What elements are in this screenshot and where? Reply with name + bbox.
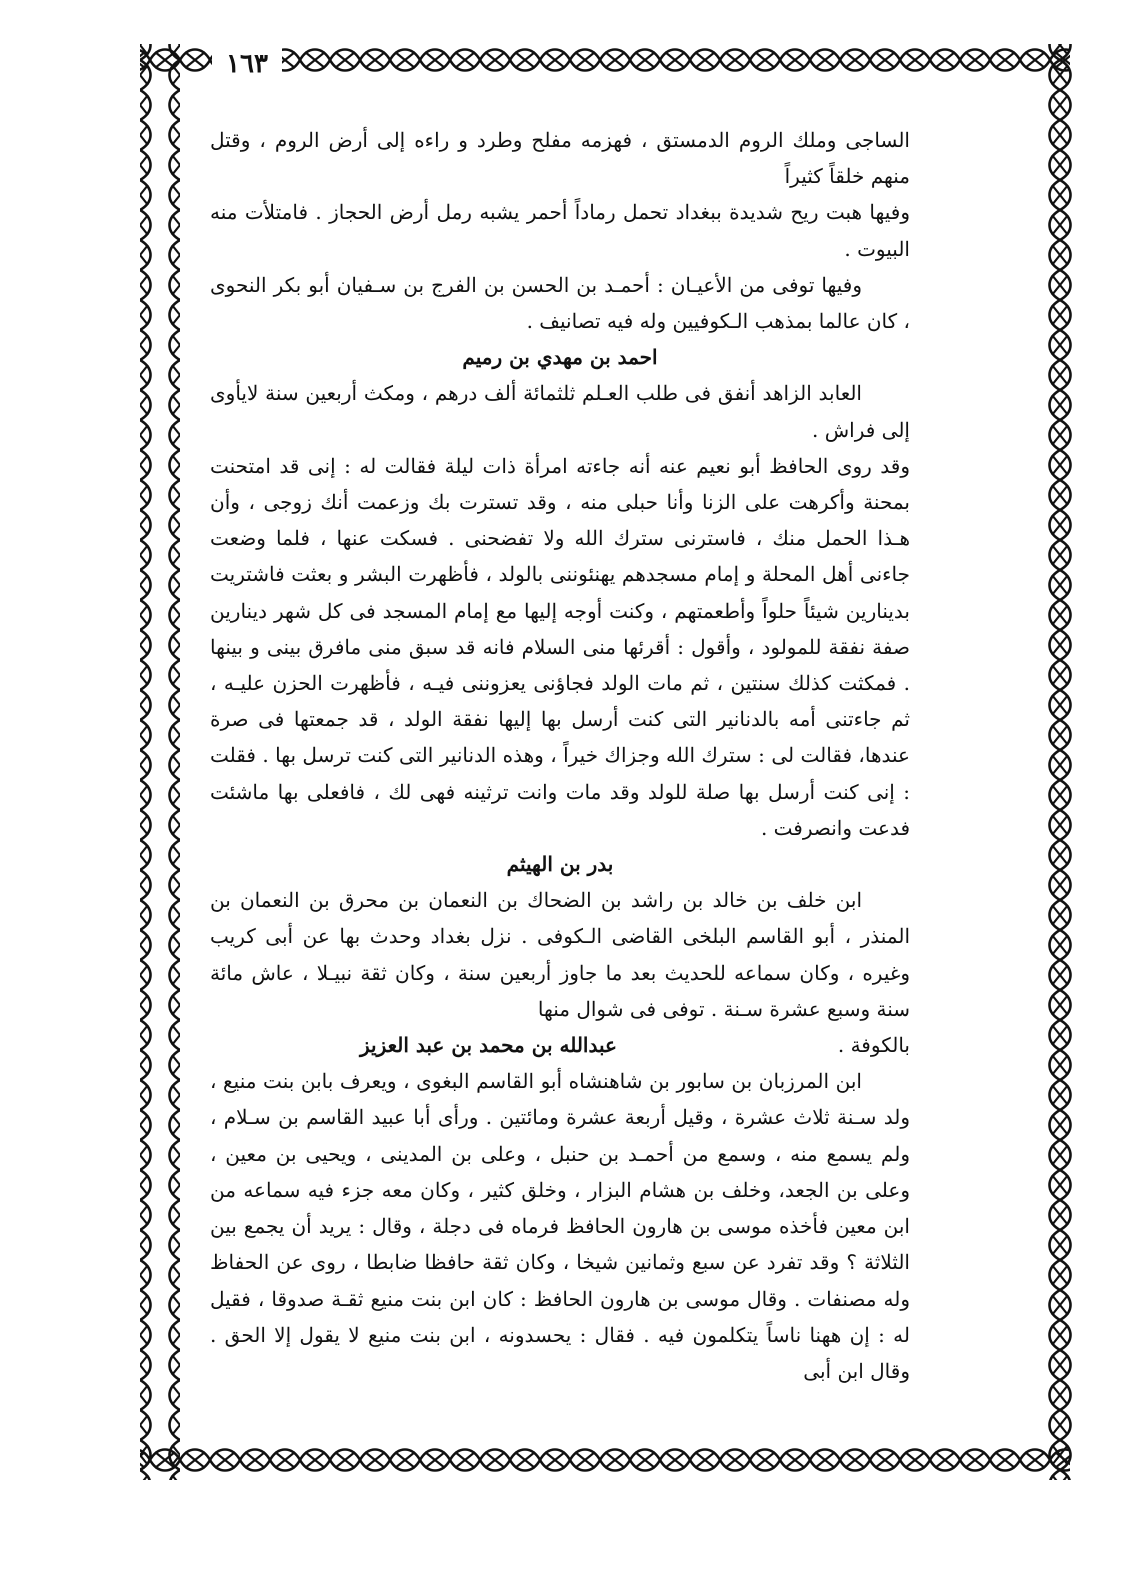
section-heading: احمد بن مهدي بن رميم xyxy=(462,345,658,370)
paragraph: العابد الزاهد أنفق فى طلب العـلم ثلثمائة ألف درهم ، ومكث أربعين سنة لايأوى إلى فراش . xyxy=(210,381,910,442)
section-heading: بدر بن الهيثم xyxy=(506,852,614,877)
border-left xyxy=(140,44,180,1480)
paragraph: وفيها توفى من الأعيـان : أحمـد بن الحسن بن الفرج بن سـفيان أبو بكر النحوى ، كان عالما بمذهب الـكوفيين وله فيه تصانيف . xyxy=(210,272,910,334)
paragraph: وقد روى الحافظ أبو نعيم عنه أنه جاءته امرأة ذات ليلة فقالت له : إنى قد امتحنت بمحنة وأكرهت على الزنا وأنا حبلى منه ، وقد تسترت بك وزعمت أنك زوجى ، وأن هـذا الحمل منك ، فاسترنى سترك الله ولا تفضحنى . فسكت عنها ، فلما وضعت جاءنى أهل المحلة و إمام مسجدهم يهنئوننى بالولد ، فأظهرت البشر و بعثت فاشتريت بدينارين شيئاً حلواً وأطعمتهم ، وكنت أوجه إليها مع إمام المسجد فى كل شهر دينارين صفة نفقة للمولود ، وأقول : أقرئها منى السلام فانه قد سبق منى مافرق بينى و بينها . فمكثت كذلك سنتين ، ثم مات الولد فجاؤنى يعزوننى فيـه ، فأظهرت الحزن عليـه ، ثم جاءتنى أمه بالدنانير التى كنت أرسل بها إليها نفقة الولد ، قد جمعتها فى صرة عندها، فقالت لى : سترك الله وجزاك خيراً ، وهذه الدنانير التى كنت ترسل بها . فقلت : إنى كنت أرسل بها صلة للولد وقد مات وانت ترثينه فهى لك ، فافعلى بها ماشئت فدعت وانصرفت . xyxy=(210,453,910,840)
paragraph-end: بالكوفة . xyxy=(837,1033,910,1058)
paragraph: الساجى وملك الروم الدمستق ، فهزمه مفلح وطرد و راءه إلى أرض الروم ، وقتل منهم خلقاً كثيراً xyxy=(210,128,910,189)
section-heading: عبدالله بن محمد بن عبد العزيز xyxy=(360,1033,617,1058)
paragraph: ابن خلف بن خالد بن راشد بن الضحاك بن النعمان بن محرق بن النعمان بن المنذر ، أبو القاسم البلخى القاضى الـكوفى . نزل بغداد وحدث بها عن أبى كريب وغيره ، وكان سماعه للحديث بعد ما جاوز أربعين سنة ، وكان ثقة نبيـلا ، عاش مائة سنة وسبع عشرة سـنة . توفى فى شوال منها xyxy=(210,888,910,1021)
page-number: ١٦٣ xyxy=(212,45,282,83)
page-body xyxy=(210,122,910,1389)
paragraph: وفيها هبت ريح شديدة ببغداد تحمل رماداً أحمر يشبه رمل أرض الحجاز . فامتلأت منه البيوت . xyxy=(210,200,910,261)
paragraph: ابن المرزبان بن سابور بن شاهنشاه أبو القاسم البغوى ، ويعرف بابن بنت منيع ، ولد سـنة ثلاث عشرة ، وقيل أربعة عشرة ومائتين . ورأى أبا عبيد القاسم بن سـلام ، ولم يسمع منه ، وسمع من أحمـد بن حنبل ، وعلى بن المدينى ، ويحيى بن معين ، وعلى بن الجعد، وخلف بن هشام البزار ، وخلق كثير ، وكان معه جزء فيه سماعه من ابن معين فأخذه موسى بن هارون الحافظ فرماه فى دجلة ، وقال : يريد أن يجمع بين الثلاثة ؟ وقد تفرد عن سبع وثمانين شيخا ، وكان ثقة حافظا ضابطا ، روى عن الحفاظ وله مصنفات . وقال موسى بن هارون الحافظ : كان ابن بنت منيع ثقـة صدوقا ، فقيل له : إن ههنا ناساً يتكلمون فيه . فقال : يحسدونه ، ابن بنت منيع لا يقول إلا الحق . وقال ابن أبى xyxy=(210,1069,910,1383)
border-bottom xyxy=(140,1440,1070,1480)
border-right xyxy=(1034,44,1074,1480)
line-with-heading xyxy=(210,1027,910,1063)
